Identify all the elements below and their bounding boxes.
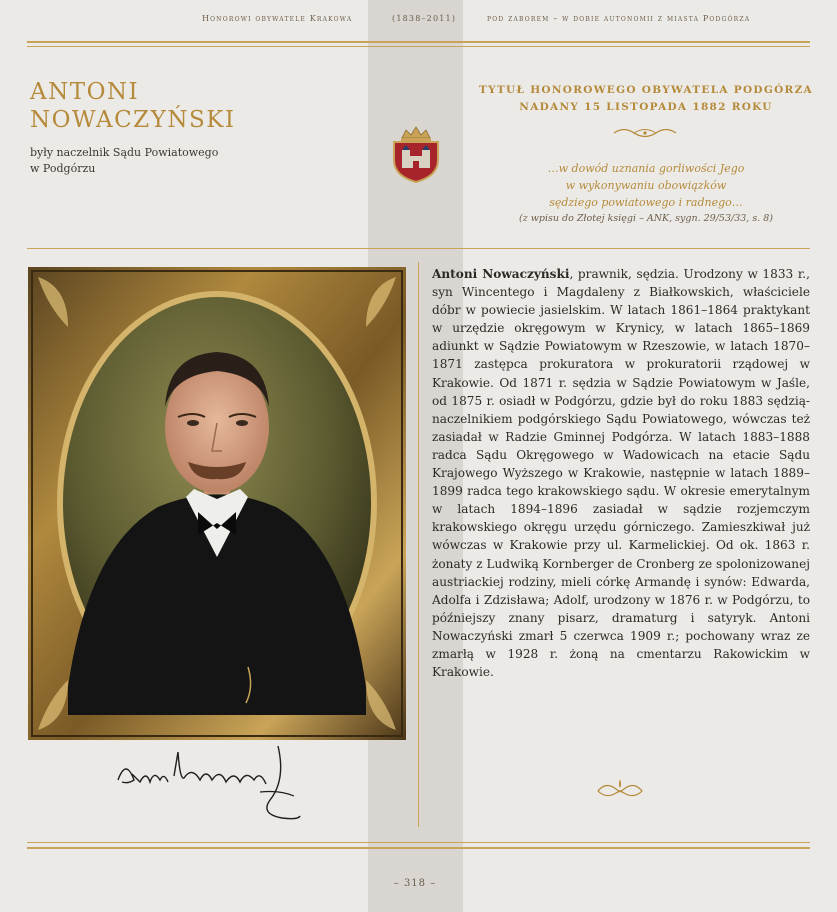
person-name-line1: ANTONI: [30, 79, 140, 105]
biography-text: [432, 265, 810, 681]
podgorze-crest-icon: [388, 122, 444, 184]
header-rule-thin: [27, 46, 810, 47]
running-head-left: Honorowi obywatele Krakowa: [202, 14, 353, 23]
person-name: [30, 78, 330, 134]
person-subtitle: [30, 145, 260, 177]
honor-title: [476, 82, 816, 116]
honor-title-line2: NADANY 15 LISTOPADA 1882 ROKU: [519, 101, 773, 113]
honor-title-line1: TYTUŁ HONOROWEGO OBYWATELA PODGÓRZA: [479, 84, 813, 96]
footer-rule-thin: [27, 842, 810, 843]
honor-quote: [476, 160, 816, 211]
end-ornament-icon: [594, 775, 646, 801]
person-name-line2: NOWACZYŃSKI: [30, 107, 236, 133]
biography-body: , prawnik, sędzia. Urodzony w 1833 r., syn Wincentego i Magdaleny z Białkowskich, właściciele dóbr w powiecie jasielskim. W latach 1861–1864 praktykant w urzędzie okręgowym w Krynicy, w latach 1865–1869 adiunkt w Sądzie Powiatowym w Rzeszowie, w latach 1870–1871 zastępca prokuratora w prokuratorii rządowej w Krakowie. Od 1871 r. sędzia w Sądzie Powiatowym w Jaśle, od 1875 r. osiadł w Podgórzu, gdzie był do roku 1883 sędzią-naczelnikiem podgórskiego Sądu Powiatowego, wówczas też zasiadał w Radzie Gminnej Podgórza. W latach 1883–1888 radca Sądu Okręgowego w Wadowicach na etacie Sądu Krajowego Wyższego w Krakowie, następnie w latach 1889–1899 radca tego krakowskiego sądu. W okresie emerytalnym w latach 1894–1896 zasiadał w sądzie rozjemczym krakowskiego okręgu urzędu górniczego. Zamieszkiwał już wówczas w Krakowie przy ul. Karmelickiej. Od ok. 1863 r. żonaty z Ludwiką Kornberger de Cronberg ze spolonizowanej austriackiej rodziny, mieli córkę Armandę i synów: Edwarda, Adolfa i Zdzisława; Adolf, urodzony w 1876 r. w Podgórzu, to późniejszy znany pisarz, dramaturg i satyryk. Antoni Nowaczyński zmarł 5 czerwca 1909 r.; pochowany wraz ze zmarłą w 1928 r. żoną na cmentarzu Rakowickim w Krakowie.: [432, 267, 810, 680]
running-head-right: pod zaborem – w dobie autonomii z miasta Podgórza: [487, 14, 751, 23]
footer-rule: [27, 847, 810, 849]
handwritten-signature: [110, 740, 310, 830]
page-number: – 318 –: [393, 878, 437, 889]
running-head: [0, 14, 837, 28]
honor-quote-line2: w wykonywaniu obowiązków: [565, 179, 727, 192]
biography-lead-name: Antoni Nowaczyński: [432, 267, 570, 281]
column-divider: [418, 262, 419, 827]
quote-source: (z wpisu do Złotej księgi – ANK, sygn. 29/53/33, s. 8): [519, 213, 773, 224]
portrait-painting: [28, 267, 406, 740]
section-divider: [27, 248, 810, 249]
flourish-ornament-icon: [612, 124, 678, 142]
header-rule-top: [27, 41, 810, 43]
honor-quote-line1: …w dowód uznania gorliwości Jego: [547, 162, 745, 175]
person-subtitle-line1: były naczelnik Sądu Powiatowego: [30, 146, 219, 159]
running-head-center: (1838–2011): [392, 14, 457, 23]
honor-quote-line3: sędziego powiatowego i radnego…: [549, 196, 743, 209]
person-subtitle-line2: w Podgórzu: [30, 162, 96, 175]
